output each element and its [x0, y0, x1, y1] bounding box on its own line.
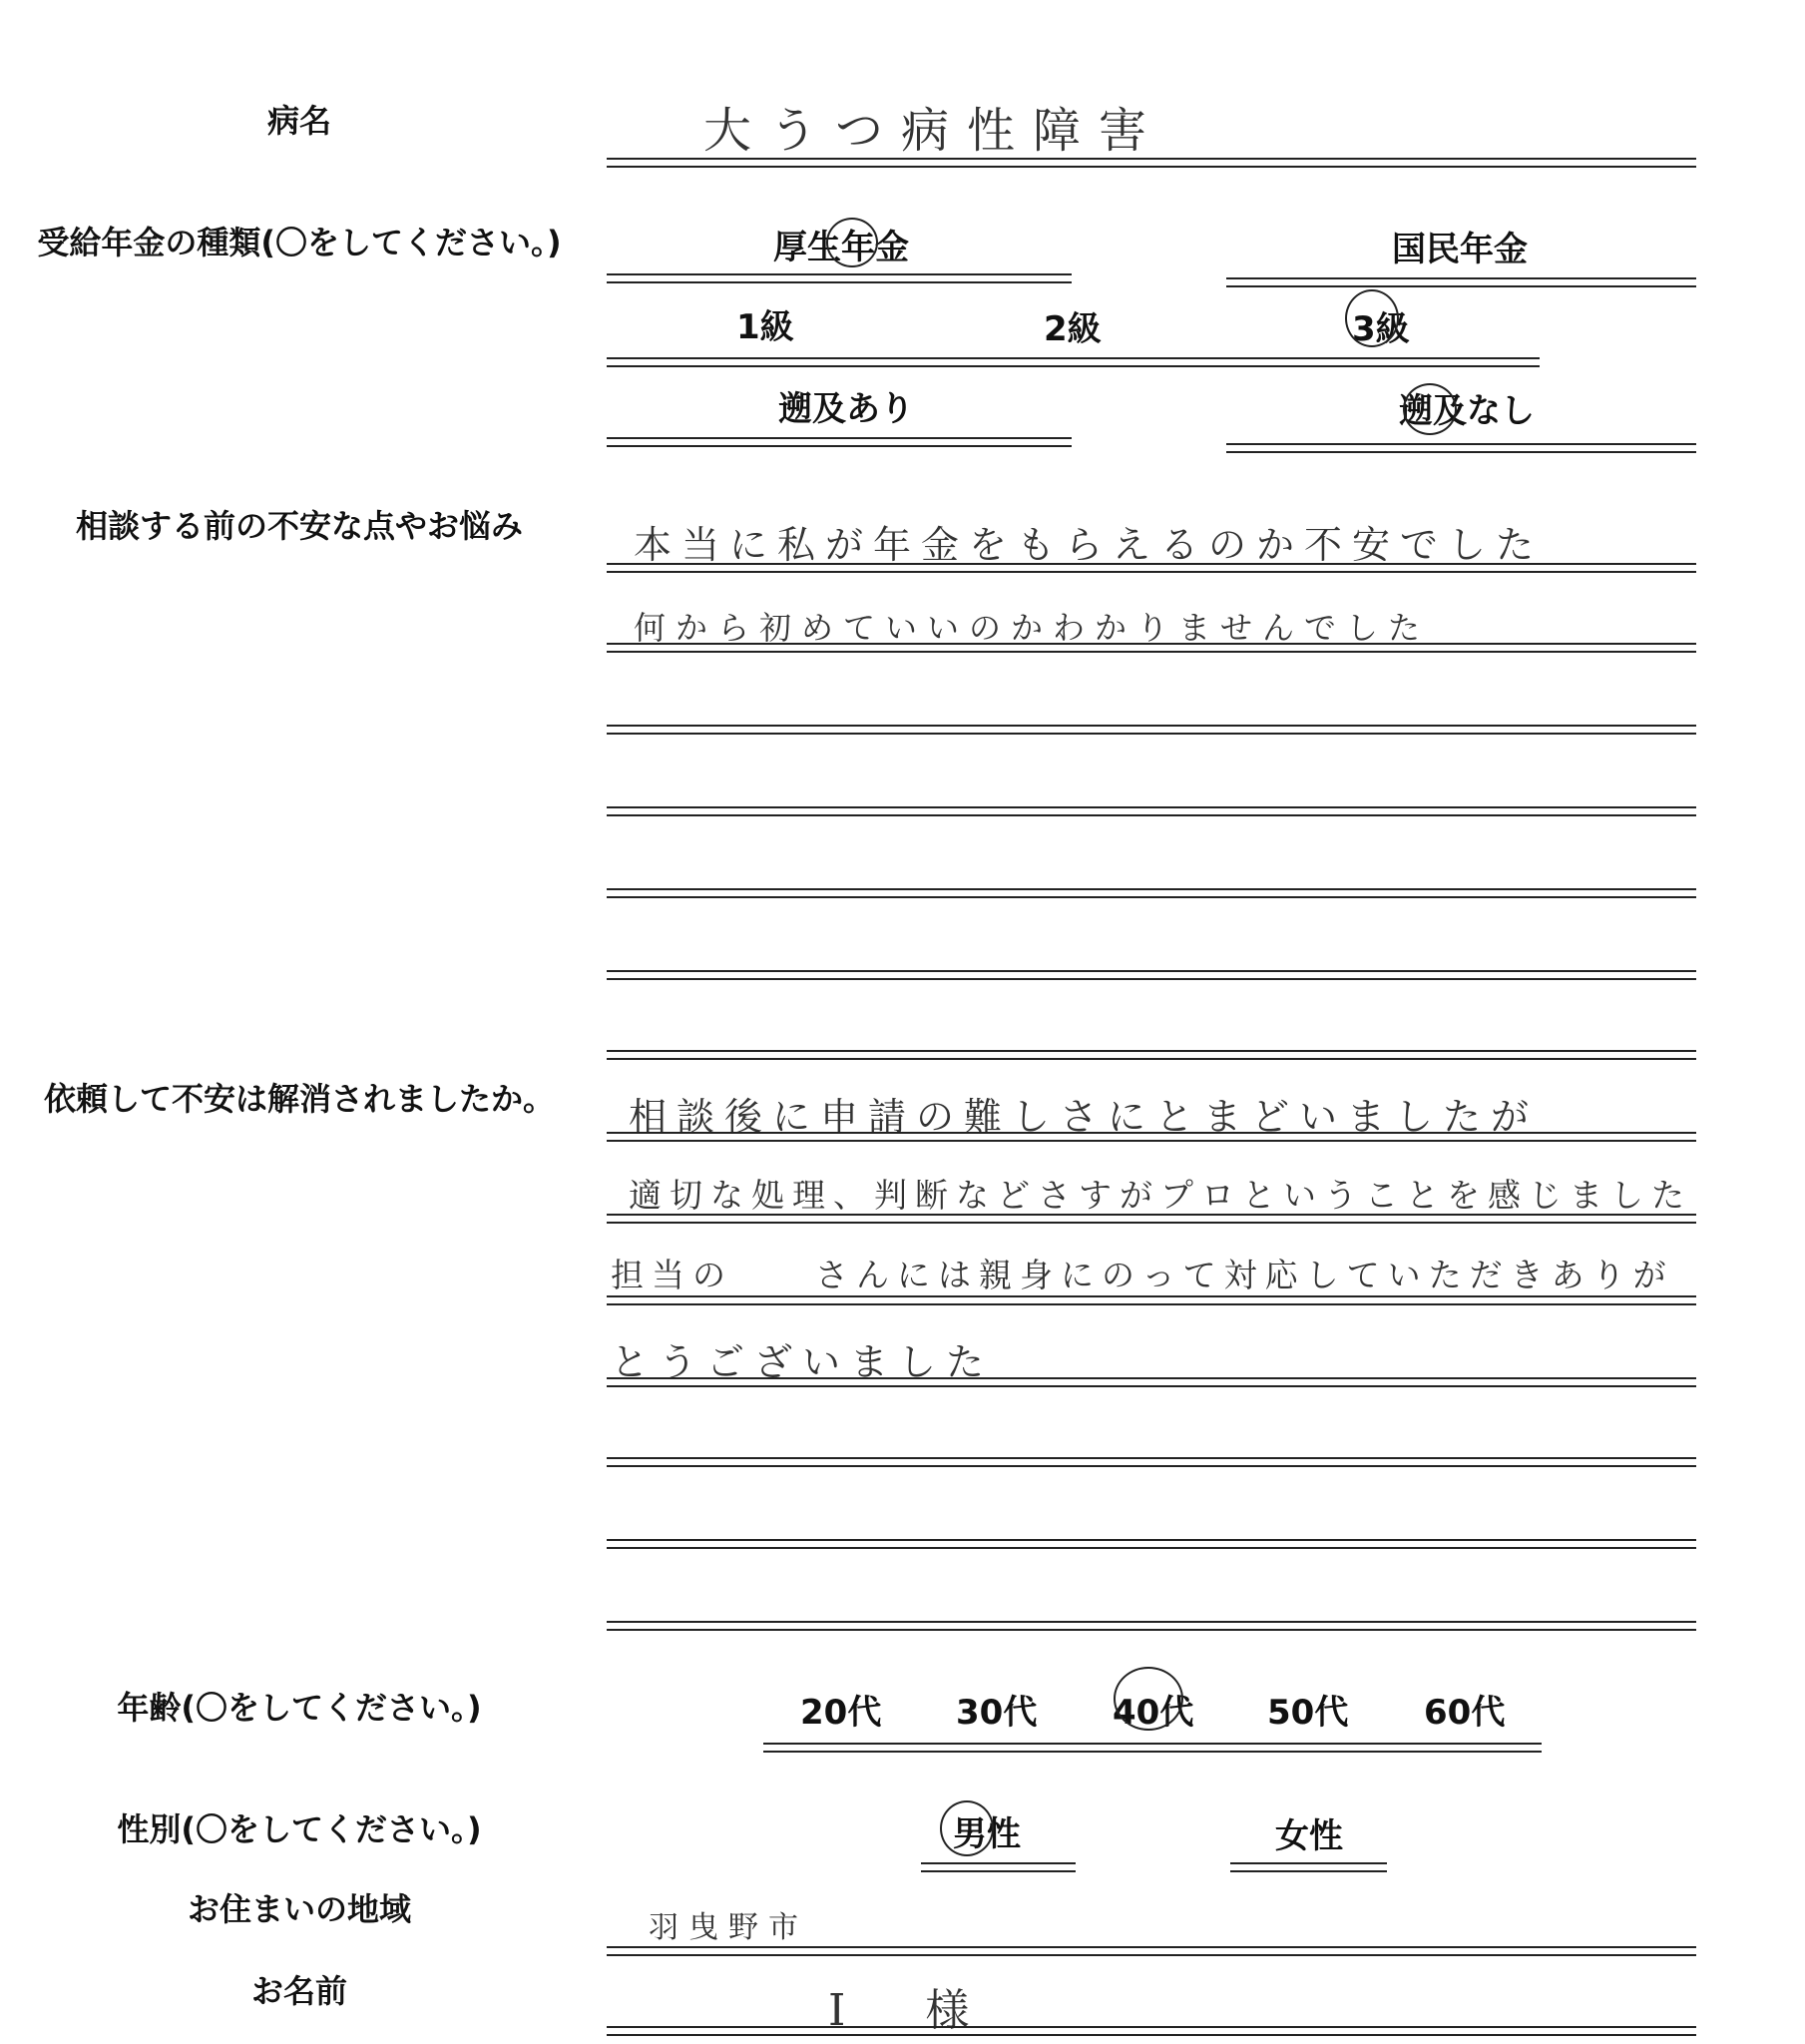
- resolved-rule: [607, 1132, 1696, 1142]
- age-option-40[interactable]: 40代: [1113, 1693, 1194, 1733]
- retro-option-no[interactable]: 遡及なし: [1399, 391, 1535, 431]
- region-value: 羽曳野市: [649, 1910, 808, 1945]
- resolved-rule: [607, 1539, 1696, 1549]
- gender-option-male[interactable]: 男性: [953, 1814, 1021, 1854]
- grade-option-3[interactable]: 3級: [1352, 309, 1410, 349]
- concerns-label: 相談する前の不安な点やお悩み: [75, 507, 523, 545]
- age-option-50[interactable]: 50代: [1267, 1693, 1349, 1733]
- pension-rule-right: [1226, 277, 1696, 287]
- resolved-line-1: 相談後に申請の難しさにとまどいましたが: [629, 1095, 1540, 1139]
- resolved-rule: [607, 1621, 1696, 1631]
- concerns-rule: [607, 888, 1696, 898]
- pension-rule-left: [607, 273, 1072, 283]
- concerns-rule: [607, 563, 1696, 573]
- grade-option-1[interactable]: 1級: [736, 307, 794, 347]
- resolved-rule: [607, 1377, 1696, 1387]
- retro-rule-left: [607, 437, 1072, 447]
- concerns-rule: [607, 643, 1696, 653]
- age-option-60[interactable]: 60代: [1424, 1693, 1506, 1733]
- grade-option-2[interactable]: 2級: [1044, 309, 1102, 349]
- disease-label: 病名: [266, 102, 331, 140]
- age-option-30[interactable]: 30代: [956, 1693, 1038, 1733]
- region-label: お住まいの地域: [187, 1890, 411, 1928]
- age-rule: [763, 1743, 1542, 1753]
- concerns-line-2: 何から初めていいのかわかりませんでした: [634, 609, 1431, 647]
- name-rule: [607, 2026, 1696, 2036]
- resolved-rule: [607, 1214, 1696, 1224]
- resolved-rule: [607, 1295, 1696, 1305]
- resolved-line-3: 担当の さんには親身にのって対応していただきありが: [611, 1256, 1674, 1294]
- age-option-20[interactable]: 20代: [800, 1693, 882, 1733]
- pension-option-kokumin[interactable]: 国民年金: [1392, 230, 1528, 269]
- gender-label: 性別(〇をしてください。): [117, 1810, 482, 1848]
- retro-option-yes[interactable]: 遡及あり: [778, 389, 914, 429]
- disease-rule: [607, 158, 1696, 168]
- name-value: I 様: [828, 1985, 988, 2036]
- retro-rule-right: [1226, 443, 1696, 453]
- gender-rule-right: [1230, 1862, 1387, 1872]
- concerns-rule: [607, 1050, 1696, 1060]
- gender-rule-left: [921, 1862, 1076, 1872]
- concerns-rule: [607, 806, 1696, 816]
- concerns-rule: [607, 725, 1696, 735]
- concerns-rule: [607, 970, 1696, 980]
- resolved-label: 依頼して不安は解消されましたか。: [43, 1080, 555, 1118]
- resolved-line-2: 適切な処理、判断などさすがプロということを感じました: [629, 1176, 1692, 1215]
- name-label: お名前: [250, 1972, 347, 2010]
- grade-rule: [607, 357, 1540, 367]
- resolved-rule: [607, 1457, 1696, 1467]
- region-rule: [607, 1946, 1696, 1956]
- gender-option-female[interactable]: 女性: [1275, 1816, 1343, 1856]
- pension-type-label: 受給年金の種類(〇をしてください。): [37, 224, 562, 261]
- pension-option-kosei[interactable]: 厚生年金: [773, 228, 909, 267]
- concerns-line-1: 本当に私が年金をもらえるのか不安でした: [634, 523, 1545, 567]
- resolved-line-4: とうございました: [611, 1340, 995, 1384]
- age-label: 年齢(〇をしてください。): [117, 1689, 482, 1727]
- disease-value: 大うつ病性障害: [703, 103, 1165, 159]
